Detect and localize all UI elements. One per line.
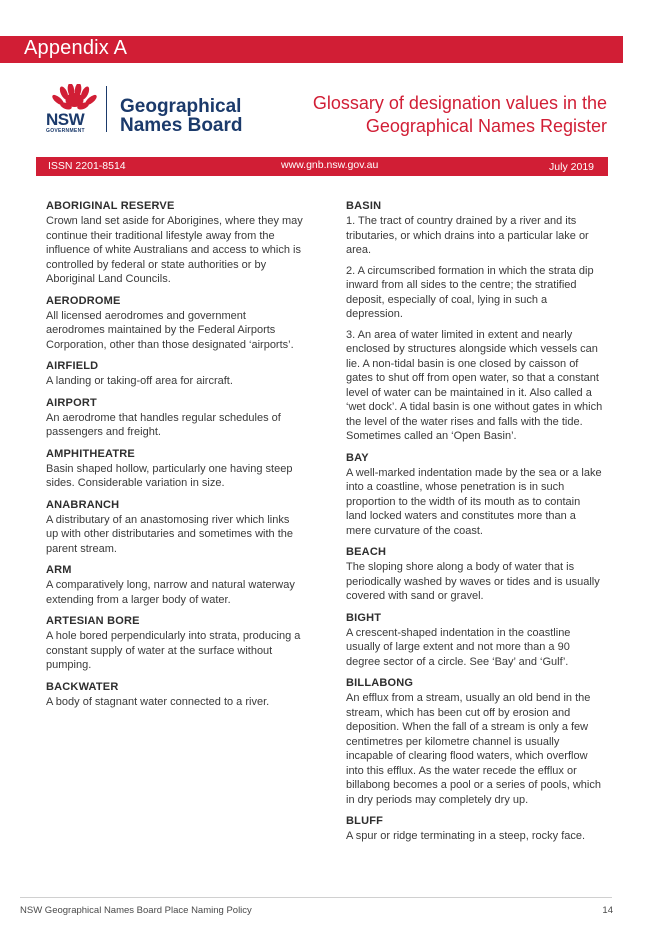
- issn: ISSN 2201-8514: [48, 160, 126, 172]
- right-column: [346, 200, 604, 852]
- glossary-definition: A body of stagnant water connected to a river.: [46, 695, 270, 708]
- glossary-term: ARM: [46, 564, 72, 576]
- document-title-line1: Glossary of designation values in the: [312, 93, 607, 113]
- board-name-line2: Names Board: [120, 115, 243, 136]
- glossary-term: ABORIGINAL RESERVE: [46, 200, 175, 212]
- glossary-definition: A well-marked indentation made by the sea or a lake into a coastline, whose penetration is in such proportion to the width of its mouth as to contain land locked waters and constitutes more than a mere curvature of the coast.: [346, 466, 602, 537]
- glossary-entry: [46, 564, 304, 607]
- glossary-entry: [346, 200, 604, 444]
- glossary-entry: [46, 448, 304, 491]
- glossary-term: BASIN: [346, 200, 382, 212]
- glossary-entry: [346, 677, 604, 807]
- left-column: [46, 200, 304, 717]
- glossary-definition: 2. A circumscribed formation in which the strata dip inward from all sides to the centre; the stratified deposit, especially of coal, lying in such a depression.: [346, 264, 594, 320]
- glossary-entry: [346, 546, 604, 604]
- glossary-term: AIRFIELD: [46, 360, 99, 372]
- glossary-definition: An efflux from a stream, usually an old bend in the stream, which has been cut off by erosion and deposition. When the fall of a stream is only a few centimetres per kilometre channel is usually incapable of clearing flood waters, which overflow into this efflux. As the water recede the efflux or billabong becomes a pool or a series of pools, which in dry periods may completely dry up.: [346, 692, 601, 806]
- glossary-definition: Basin shaped hollow, particularly one having steep sides. Considerable variation in size.: [46, 462, 293, 489]
- glossary-term: ARTESIAN BORE: [46, 615, 140, 627]
- board-name-line1: Geographical: [120, 96, 242, 117]
- glossary-term: ANABRANCH: [46, 498, 120, 511]
- glossary-term: BACKWATER: [46, 680, 119, 693]
- logo-wordmark: NSW: [46, 110, 85, 129]
- glossary-entry: [346, 612, 604, 670]
- appendix-title: Appendix A: [24, 37, 128, 59]
- logo-subtext: GOVERNMENT: [46, 128, 85, 134]
- glossary-term: AERODROME: [46, 294, 121, 307]
- glossary-term: AMPHITHEATRE: [46, 447, 135, 460]
- website-link[interactable]: www.gnb.nsw.gov.au: [281, 159, 379, 171]
- glossary-term: BILLABONG: [346, 677, 414, 689]
- glossary-entry: [46, 200, 304, 287]
- glossary-definition: An aerodrome that handles regular schedules of passengers and freight.: [46, 411, 281, 438]
- glossary-definition: The sloping shore along a body of water that is periodically washed by waves or tides and is usually covered with sand or gravel.: [346, 561, 600, 602]
- glossary-definition: A landing or taking-off area for aircraft.: [46, 375, 233, 387]
- glossary-definition: A comparatively long, narrow and natural waterway extending from a larger body of water.: [46, 579, 295, 606]
- glossary-entry: [46, 295, 304, 353]
- glossary-term: BIGHT: [346, 611, 382, 624]
- glossary-definition: 1. The tract of country drained by a river and its tributaries, or which drains into a particular lake or area.: [346, 215, 589, 256]
- glossary-entry: [46, 499, 304, 557]
- publication-date: July 2019: [549, 161, 594, 173]
- glossary-definition: A crescent-shaped indentation in the coastline usually of large extent and not more than a 90 degree sector of a circle. See ‘Bay’ and ‘Gulf’.: [346, 626, 571, 668]
- glossary-definition: A spur or ridge terminating in a steep, rocky face.: [346, 830, 586, 842]
- board-name: [120, 97, 243, 135]
- info-bar: [36, 157, 608, 176]
- document-title: [247, 92, 607, 138]
- glossary-entry: [46, 397, 304, 440]
- glossary-term: BLUFF: [346, 815, 384, 827]
- logo-divider: [106, 86, 107, 132]
- glossary-entry: [46, 615, 304, 673]
- glossary-entry: [46, 360, 304, 389]
- glossary-entry: [346, 815, 604, 844]
- glossary-definition: 3. An area of water limited in extent and nearly enclosed by structures alongside which vessels can lie. A non-tidal basin is one closed by caisson of gates to shut off from open water, so that a constant level of water can be maintained in it. Also called a ‘wet dock’. A tidal basin is one without gates in which the level of the water rises and falls with the tide. Sometimes called an ‘Open Basin’.: [346, 328, 603, 442]
- page-number: 14: [602, 905, 613, 916]
- appendix-banner: [0, 36, 623, 63]
- footer-text: NSW Geographical Names Board Place Naming Policy: [20, 905, 252, 916]
- glossary-entry: [346, 452, 604, 539]
- glossary-entry: [46, 681, 304, 710]
- glossary-term: BEACH: [346, 546, 387, 558]
- glossary-term: AIRPORT: [46, 396, 97, 409]
- glossary-definition: A hole bored perpendicularly into strata, producing a constant supply of water at the surface without pumping.: [46, 630, 301, 671]
- glossary-definition: Crown land set aside for Aborigines, where they may continue their traditional lifestyle away from the influence of white Australians and access to which is controlled by federal or state authorities or by Aboriginal Land Councils.: [46, 215, 303, 285]
- glossary-definition: A distributary of an anastomosing river which links up with other distributaries and sometimes with the parent stream.: [46, 513, 294, 555]
- footer-divider: [20, 897, 612, 898]
- glossary-definition: All licensed aerodromes and government aerodromes maintained by the Federal Airports Corporation, other than those designated ‘airports’.: [46, 309, 294, 351]
- glossary-term: BAY: [346, 451, 369, 464]
- document-title-line2: Geographical Names Register: [365, 116, 607, 136]
